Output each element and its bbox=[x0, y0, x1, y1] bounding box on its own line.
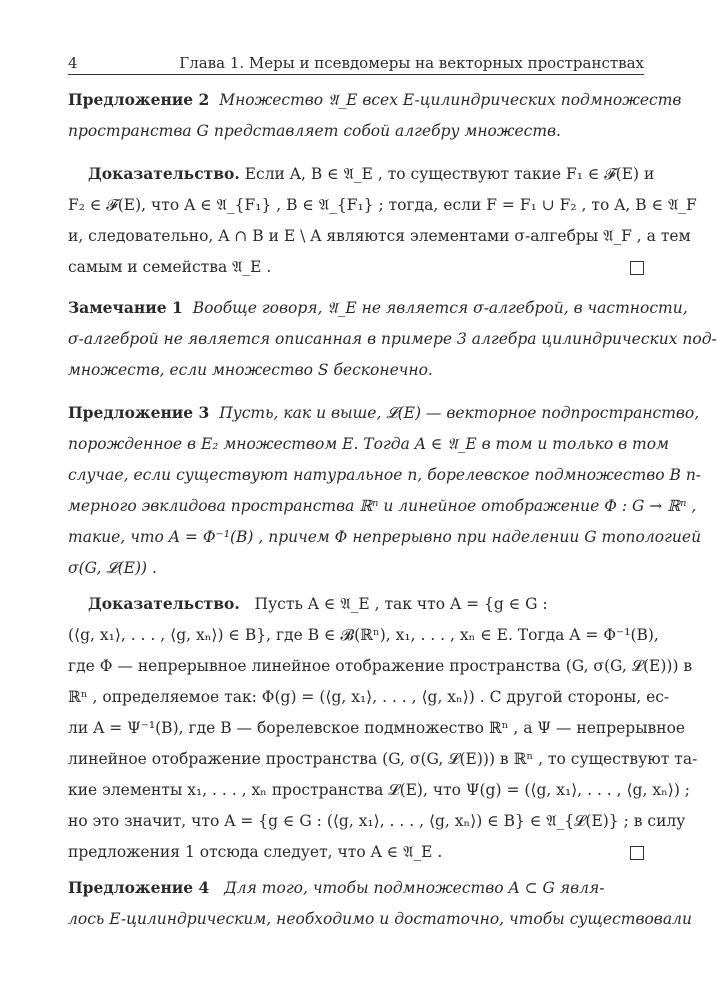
remark-1-line-1: Вообще говоря, 𝔄_E не является σ-алгеброй, в частности, bbox=[192, 299, 688, 317]
proposition-2-label: Предложение 2 bbox=[68, 90, 210, 109]
page-header bbox=[68, 46, 644, 72]
proposition-3-line-3: случае, если существуют натуральное n, борелевское подмножество B n- bbox=[68, 466, 702, 484]
proposition-3 bbox=[68, 397, 702, 584]
qed-square-icon bbox=[630, 261, 644, 275]
proof-2-line-5: ли A = Ψ⁻¹(B), где B — борелевское подмножество ℝⁿ , а Ψ — непрерывное bbox=[68, 719, 686, 737]
proposition-3-line-2: порожденное в E₂ множеством E. Тогда A ∈ 𝔄_E в том и только в том bbox=[68, 435, 669, 453]
remark-1 bbox=[68, 292, 717, 386]
proof-2-line-7: кие элементы x₁, . . . , xₙ пространства 𝓛(E), что Ψ(g) = (⟨g, x₁⟩, . . . , ⟨g, xₙ⟩) ; bbox=[68, 781, 691, 799]
proposition-3-label: Предложение 3 bbox=[68, 403, 210, 422]
running-title: Глава 1. Меры и псевдомеры на векторных пространствах bbox=[179, 54, 644, 72]
proof-2-line-9: предложения 1 отсюда следует, что A ∈ 𝔄_E . bbox=[68, 843, 443, 861]
proof-1-line-2: F₂ ∈ 𝓕(E), что A ∈ 𝔄_{F₁} , B ∈ 𝔄_{F₁} ; тогда, если F = F₁ ∪ F₂ , то A, B ∈ 𝔄_F bbox=[68, 196, 697, 214]
proof-1-line-4: самым и семейства 𝔄_E . bbox=[68, 258, 272, 276]
proposition-2 bbox=[68, 84, 682, 147]
proof-2 bbox=[68, 588, 698, 868]
proposition-4-line-1: Для того, чтобы подмножество A ⊂ G явля- bbox=[224, 879, 605, 897]
proof-2-label: Доказательство. bbox=[88, 594, 240, 613]
proof-2-line-8: но это значит, что A = {g ∈ G : (⟨g, x₁⟩, . . . , ⟨g, xₙ⟩) ∈ B} ∈ 𝔄_{𝓛(E)} ; в силу bbox=[68, 812, 686, 830]
remark-1-label: Замечание 1 bbox=[68, 298, 183, 317]
proposition-4-line-2: лось E-цилиндрическим, необходимо и достаточно, чтобы существовали bbox=[68, 910, 692, 928]
qed-square-icon bbox=[630, 846, 644, 860]
proof-2-line-3: где Φ — непрерывное линейное отображение пространства (G, σ(G, 𝓛(E))) в bbox=[68, 657, 693, 675]
proof-1-line-3: и, следовательно, A ∩ B и E \ A являются элементами σ-алгебры 𝔄_F , а тем bbox=[68, 227, 691, 245]
proof-2-line-1: Пусть A ∈ 𝔄_E , так что A = {g ∈ G : bbox=[254, 595, 548, 613]
proof-1-label: Доказательство. bbox=[88, 164, 240, 183]
proof-1-line-1: Если A, B ∈ 𝔄_E , то существуют такие F₁ ∈ 𝓕(E) и bbox=[244, 165, 655, 183]
remark-1-line-2: σ-алгеброй не является описанная в примере 3 алгебра цилиндрических под- bbox=[68, 330, 717, 348]
proposition-2-line-1: Множество 𝔄_E всех E-цилиндрических подмножеств bbox=[219, 91, 682, 109]
proof-1 bbox=[68, 158, 697, 283]
proof-2-line-2: (⟨g, x₁⟩, . . . , ⟨g, xₙ⟩) ∈ B}, где B ∈ 𝓑(ℝⁿ), x₁, . . . , xₙ ∈ E. Тогда A = Φ⁻¹(B), bbox=[68, 626, 659, 644]
page-number: 4 bbox=[68, 54, 78, 72]
proposition-3-line-4: мерного эвклидова пространства ℝⁿ и линейное отображение Φ : G → ℝⁿ , bbox=[68, 497, 697, 515]
proposition-3-line-6: σ(G, 𝓛(E)) . bbox=[68, 559, 157, 577]
header-rule bbox=[68, 74, 644, 75]
proof-2-line-6: линейное отображение пространства (G, σ(G, 𝓛(E))) в ℝⁿ , то существуют та- bbox=[68, 750, 698, 768]
proposition-3-line-5: такие, что A = Φ⁻¹(B) , причем Φ непрерывно при наделении G топологией bbox=[68, 528, 702, 546]
proposition-4-label: Предложение 4 bbox=[68, 878, 210, 897]
remark-1-line-3: множеств, если множество S бесконечно. bbox=[68, 361, 433, 379]
proposition-3-line-1: Пусть, как и выше, 𝓛(E) — векторное подпространство, bbox=[219, 404, 700, 422]
proposition-4 bbox=[68, 872, 692, 935]
proof-2-line-4: ℝⁿ , определяемое так: Φ(g) = (⟨g, x₁⟩, . . . , ⟨g, xₙ⟩) . С другой стороны, ес- bbox=[68, 688, 670, 706]
proposition-2-line-2: пространства G представляет собой алгебру множеств. bbox=[68, 122, 561, 140]
